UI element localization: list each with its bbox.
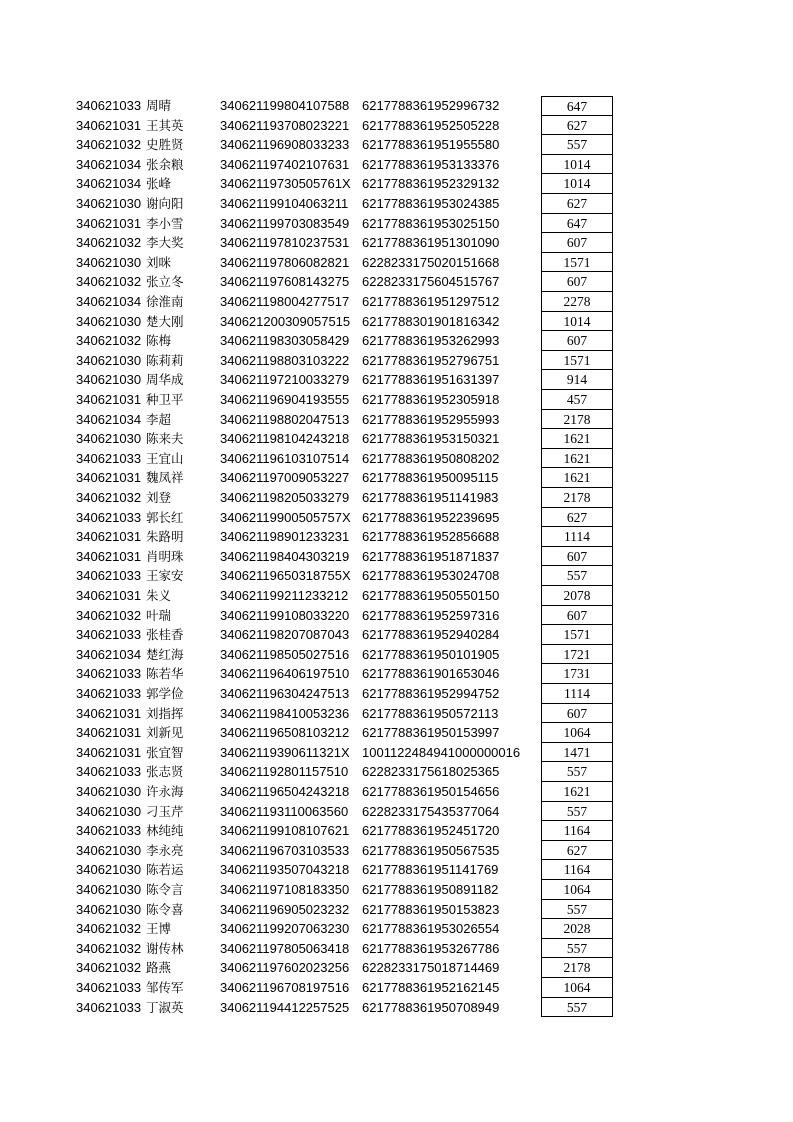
table-row <box>0 527 793 547</box>
household-code-cell: 340621030 <box>76 882 142 897</box>
table-row <box>0 174 793 194</box>
id-number-cell: 340621199804107588 <box>220 98 350 113</box>
amount-cell: 607 <box>541 606 613 626</box>
bank-account-cell: 6217788361950708949 <box>362 999 500 1015</box>
bank-account-cell: 6217788361953024708 <box>362 568 500 584</box>
table-row <box>0 547 793 567</box>
household-code-cell: 340621030 <box>76 803 142 819</box>
amount-cell: 557 <box>541 762 613 782</box>
amount-cell: 2178 <box>541 488 613 508</box>
household-code-cell: 340621030 <box>76 431 142 447</box>
name-cell: 林纯纯 <box>146 823 184 839</box>
name-cell: 陈莉莉 <box>146 352 184 368</box>
bank-account-cell: 6217788361952505228 <box>362 117 500 133</box>
name-cell: 李小雪 <box>146 215 184 231</box>
name-cell: 谢向阳 <box>146 196 184 211</box>
name-cell: 楚红海 <box>146 646 184 662</box>
name-cell: 丁淑英 <box>146 999 184 1015</box>
household-code-cell: 340621030 <box>76 196 142 211</box>
household-code-cell: 340621031 <box>76 392 142 407</box>
household-code-cell: 340621033 <box>76 627 142 643</box>
bank-account-cell: 6217788361951141983 <box>362 490 499 505</box>
name-cell: 王其英 <box>146 117 184 133</box>
table-row <box>0 194 793 214</box>
table-row <box>0 468 793 488</box>
household-code-cell: 340621031 <box>76 470 142 486</box>
amount-cell: 557 <box>541 998 613 1018</box>
table-row <box>0 272 793 292</box>
id-number-cell: 340621196708197516 <box>220 980 350 995</box>
table-row <box>0 449 793 469</box>
amount-cell: 1731 <box>541 664 613 684</box>
name-cell: 周华成 <box>146 372 184 388</box>
bank-account-cell: 6228233175435377064 <box>362 803 500 819</box>
household-code-cell: 340621032 <box>76 235 142 251</box>
name-cell: 刘指挥 <box>146 705 184 721</box>
amount-cell: 914 <box>541 370 613 390</box>
bank-account-cell: 6217788361952597316 <box>362 607 500 623</box>
bank-account-cell: 6217788361950808202 <box>362 450 500 466</box>
table-row <box>0 331 793 351</box>
id-number-cell: 340621197806082821 <box>220 254 350 270</box>
table-row <box>0 606 793 626</box>
table-row <box>0 135 793 155</box>
amount-cell: 2078 <box>541 586 613 606</box>
household-code-cell: 340621030 <box>76 784 142 799</box>
amount-cell: 1621 <box>541 429 613 449</box>
household-code-cell: 340621031 <box>76 529 142 545</box>
id-number-cell: 34062119900505757X <box>220 509 351 525</box>
id-number-cell: 340621194412257525 <box>220 999 350 1015</box>
household-code-cell: 340621030 <box>76 254 142 270</box>
household-code-cell: 340621030 <box>76 862 142 878</box>
bank-account-cell: 6217788361952329132 <box>362 176 500 192</box>
id-number-cell: 340621198803103222 <box>220 352 350 368</box>
id-number-cell: 340621196904193555 <box>220 392 350 407</box>
id-number-cell: 340621197009053227 <box>220 470 350 486</box>
name-cell: 张立冬 <box>146 274 184 290</box>
id-number-cell: 340621196406197510 <box>220 666 350 682</box>
bank-account-cell: 6217788361951141769 <box>362 862 499 878</box>
bank-account-cell: 6217788361953026554 <box>362 921 500 937</box>
name-cell: 刁玉芹 <box>146 803 184 819</box>
amount-cell: 607 <box>541 704 613 724</box>
bank-account-cell: 6217788361952305918 <box>362 392 500 407</box>
table-row <box>0 508 793 528</box>
name-cell: 叶瑞 <box>146 607 172 623</box>
amount-cell: 1164 <box>541 860 613 880</box>
table-row <box>0 488 793 508</box>
household-code-cell: 340621031 <box>76 725 142 741</box>
amount-cell: 2178 <box>541 958 613 978</box>
id-number-cell: 340621192801157510 <box>220 764 349 780</box>
amount-cell: 1621 <box>541 782 613 802</box>
household-code-cell: 340621034 <box>76 176 142 192</box>
bank-account-cell: 6217788361950154656 <box>362 784 500 799</box>
id-number-cell: 340621198404303219 <box>220 548 350 564</box>
id-number-cell: 340621196103107514 <box>220 450 350 466</box>
household-code-cell: 340621033 <box>76 764 142 780</box>
table-row <box>0 919 793 939</box>
bank-account-cell: 6217788361952239695 <box>362 509 500 525</box>
bank-account-cell: 6217788361951955580 <box>362 137 500 153</box>
id-number-cell: 340621193110063560 <box>220 803 349 819</box>
bank-account-cell: 6228233175020151668 <box>362 254 500 270</box>
table-row <box>0 429 793 449</box>
id-number-cell: 34062119730505761X <box>220 176 351 192</box>
name-cell: 陈若华 <box>146 666 184 682</box>
household-code-cell: 340621032 <box>76 960 142 976</box>
name-cell: 路燕 <box>146 960 172 976</box>
id-number-cell: 340621198802047513 <box>220 411 350 427</box>
amount-cell: 1621 <box>541 449 613 469</box>
name-cell: 刘咪 <box>146 254 172 270</box>
bank-account-cell: 6217788361952940284 <box>362 627 500 643</box>
amount-cell: 647 <box>541 214 613 234</box>
table-row <box>0 410 793 430</box>
table-row <box>0 292 793 312</box>
name-cell: 张峰 <box>146 176 172 192</box>
bank-account-cell: 6217788361950095115 <box>362 470 499 486</box>
bank-account-cell: 6217788361953267786 <box>362 940 500 956</box>
id-number-cell: 340621197608143275 <box>220 274 350 290</box>
amount-cell: 1014 <box>541 312 613 332</box>
amount-cell: 1571 <box>541 625 613 645</box>
table-row <box>0 782 793 802</box>
id-number-cell: 340621197210033279 <box>220 372 350 388</box>
bank-account-cell: 6217788361952162145 <box>362 980 500 995</box>
name-cell: 陈梅 <box>146 333 172 349</box>
table-row <box>0 370 793 390</box>
id-number-cell: 340621199108107621 <box>220 823 350 839</box>
name-cell: 王家安 <box>146 568 184 584</box>
amount-cell: 557 <box>541 135 613 155</box>
id-number-cell: 340621193507043218 <box>220 862 350 878</box>
name-cell: 朱义 <box>146 588 172 603</box>
amount-cell: 607 <box>541 233 613 253</box>
name-cell: 周晴 <box>146 98 172 113</box>
id-number-cell: 340621198104243218 <box>220 431 350 447</box>
name-cell: 张余粮 <box>146 156 184 172</box>
amount-cell: 1721 <box>541 645 613 665</box>
name-cell: 王宜山 <box>146 450 184 466</box>
name-cell: 史胜贤 <box>146 137 184 153</box>
name-cell: 肖明珠 <box>146 548 184 564</box>
name-cell: 陈令言 <box>146 882 184 897</box>
household-code-cell: 340621030 <box>76 842 142 858</box>
amount-cell: 2028 <box>541 919 613 939</box>
amount-cell: 627 <box>541 508 613 528</box>
table-row <box>0 116 793 136</box>
name-cell: 郭学俭 <box>146 686 184 701</box>
household-code-cell: 340621034 <box>76 411 142 427</box>
household-code-cell: 340621031 <box>76 744 142 760</box>
amount-cell: 627 <box>541 194 613 214</box>
household-code-cell: 340621033 <box>76 509 142 525</box>
id-number-cell: 340621196703103533 <box>220 842 350 858</box>
name-cell: 刘登 <box>146 490 172 505</box>
amount-cell: 1571 <box>541 253 613 273</box>
name-cell: 李大奖 <box>146 235 184 251</box>
household-code-cell: 340621033 <box>76 823 142 839</box>
household-code-cell: 340621030 <box>76 901 142 917</box>
bank-account-cell: 1001122484941000000016 <box>362 744 521 760</box>
id-number-cell: 340621199211233212 <box>220 588 349 603</box>
name-cell: 李超 <box>146 411 172 427</box>
name-cell: 郭长红 <box>146 509 184 525</box>
name-cell: 种卫平 <box>146 392 184 407</box>
id-number-cell: 340621196304247513 <box>220 686 350 701</box>
name-cell: 刘新见 <box>146 725 184 741</box>
bank-account-cell: 6217788361952994752 <box>362 686 500 701</box>
id-number-cell: 340621198505027516 <box>220 646 350 662</box>
household-code-cell: 340621034 <box>76 646 142 662</box>
name-cell: 谢传林 <box>146 940 184 956</box>
table-row <box>0 704 793 724</box>
id-number-cell: 340621199703083549 <box>220 215 350 231</box>
household-code-cell: 340621032 <box>76 940 142 956</box>
bank-account-cell: 6217788361953025150 <box>362 215 500 231</box>
bank-account-cell: 6217788361950550150 <box>362 588 500 603</box>
household-code-cell: 340621033 <box>76 450 142 466</box>
household-code-cell: 340621033 <box>76 568 142 584</box>
bank-account-cell: 6217788361952796751 <box>362 352 500 368</box>
table-row <box>0 880 793 900</box>
table-row <box>0 233 793 253</box>
bank-account-cell: 6217788361950101905 <box>362 646 500 662</box>
name-cell: 朱路明 <box>146 529 184 545</box>
id-number-cell: 340621199108033220 <box>220 607 350 623</box>
bank-account-cell: 6217788361953133376 <box>362 156 500 172</box>
household-code-cell: 340621033 <box>76 666 142 682</box>
bank-account-cell: 6228233175618025365 <box>362 764 500 780</box>
id-number-cell: 340621196504243218 <box>220 784 350 799</box>
name-cell: 王博 <box>146 921 172 937</box>
bank-account-cell: 6217788361951301090 <box>362 235 500 251</box>
table-row <box>0 762 793 782</box>
table-row <box>0 743 793 763</box>
table-row <box>0 939 793 959</box>
name-cell: 张志贤 <box>146 764 184 780</box>
bank-account-cell: 6228233175018714469 <box>362 960 500 976</box>
name-cell: 楚大刚 <box>146 313 184 329</box>
name-cell: 许永海 <box>146 784 184 799</box>
household-code-cell: 340621031 <box>76 548 142 564</box>
bank-account-cell: 6217788301901816342 <box>362 313 500 329</box>
id-number-cell: 340621200309057515 <box>220 313 351 329</box>
table-row <box>0 900 793 920</box>
table-row <box>0 821 793 841</box>
amount-cell: 2278 <box>541 292 613 312</box>
id-number-cell: 340621198303058429 <box>220 333 350 349</box>
amount-cell: 557 <box>541 900 613 920</box>
id-number-cell: 340621198410053236 <box>220 705 350 721</box>
id-number-cell: 340621198004277517 <box>220 294 350 309</box>
id-number-cell: 340621199207063230 <box>220 921 350 937</box>
bank-account-cell: 6217788361951871837 <box>362 548 500 564</box>
bank-account-cell: 6217788361901653046 <box>362 666 500 682</box>
household-code-cell: 340621031 <box>76 588 142 603</box>
table-row <box>0 664 793 684</box>
amount-cell: 607 <box>541 547 613 567</box>
household-code-cell: 340621032 <box>76 333 142 349</box>
bank-account-cell: 6217788361950572113 <box>362 705 499 721</box>
amount-cell: 627 <box>541 116 613 136</box>
id-number-cell: 340621197402107631 <box>220 156 350 172</box>
table-row <box>0 998 793 1018</box>
bank-account-cell: 6217788361953024385 <box>362 196 500 211</box>
household-code-cell: 340621032 <box>76 490 142 505</box>
table-row <box>0 390 793 410</box>
table-row <box>0 351 793 371</box>
bank-account-cell: 6217788361950153823 <box>362 901 500 917</box>
table-row <box>0 802 793 822</box>
amount-cell: 1064 <box>541 880 613 900</box>
amount-cell: 1014 <box>541 155 613 175</box>
household-code-cell: 340621030 <box>76 313 142 329</box>
name-cell: 陈令喜 <box>146 901 184 917</box>
table-row <box>0 586 793 606</box>
table-row <box>0 958 793 978</box>
bank-account-cell: 6217788361950153997 <box>362 725 500 741</box>
amount-cell: 457 <box>541 390 613 410</box>
id-number-cell: 340621198207087043 <box>220 627 350 643</box>
household-code-cell: 340621031 <box>76 215 142 231</box>
table-row <box>0 645 793 665</box>
id-number-cell: 340621197805063418 <box>220 940 350 956</box>
bank-account-cell: 6217788361952856688 <box>362 529 500 545</box>
name-cell: 张宜智 <box>146 744 184 760</box>
household-code-cell: 340621033 <box>76 999 142 1015</box>
bank-account-cell: 6217788361951297512 <box>362 294 500 309</box>
amount-cell: 1114 <box>541 527 613 547</box>
id-number-cell: 340621193708023221 <box>220 117 350 133</box>
household-code-cell: 340621033 <box>76 980 142 995</box>
amount-cell: 557 <box>541 939 613 959</box>
amount-cell: 627 <box>541 841 613 861</box>
bank-account-cell: 6217788361951631397 <box>362 372 500 388</box>
amount-cell: 1064 <box>541 978 613 998</box>
name-cell: 魏凤祥 <box>146 470 184 486</box>
household-code-cell: 340621031 <box>76 117 142 133</box>
bank-account-cell: 6228233175604515767 <box>362 274 500 290</box>
amount-cell: 1114 <box>541 684 613 704</box>
id-number-cell: 340621199104063211 <box>220 196 349 211</box>
id-number-cell: 340621198205033279 <box>220 490 350 505</box>
table-row <box>0 214 793 234</box>
household-code-cell: 340621032 <box>76 921 142 937</box>
amount-cell: 557 <box>541 566 613 586</box>
bank-account-cell: 6217788361950567535 <box>362 842 500 858</box>
table-row <box>0 684 793 704</box>
bank-account-cell: 6217788361950891182 <box>362 882 499 897</box>
id-number-cell: 340621197810237531 <box>220 235 350 251</box>
table-row <box>0 723 793 743</box>
bank-account-cell: 6217788361952451720 <box>362 823 500 839</box>
name-cell: 邹传军 <box>146 980 184 995</box>
amount-cell: 607 <box>541 331 613 351</box>
bank-account-cell: 6217788361952955993 <box>362 411 500 427</box>
id-number-cell: 340621198901233231 <box>220 529 350 545</box>
bank-account-cell: 6217788361953262993 <box>362 333 500 349</box>
id-number-cell: 340621196905023232 <box>220 901 350 917</box>
household-code-cell: 340621030 <box>76 372 142 388</box>
id-number-cell: 340621196508103212 <box>220 725 350 741</box>
amount-cell: 647 <box>541 96 613 116</box>
name-cell: 李永亮 <box>146 842 184 858</box>
household-code-cell: 340621033 <box>76 686 142 701</box>
name-cell: 张桂香 <box>146 627 184 643</box>
id-number-cell: 34062119390611321X <box>220 744 350 760</box>
amount-cell: 1471 <box>541 743 613 763</box>
amount-cell: 1014 <box>541 174 613 194</box>
household-code-cell: 340621034 <box>76 156 142 172</box>
table-row <box>0 253 793 273</box>
household-code-cell: 340621034 <box>76 294 142 309</box>
household-code-cell: 340621032 <box>76 607 142 623</box>
id-number-cell: 34062119650318755X <box>220 568 351 584</box>
household-code-cell: 340621032 <box>76 274 142 290</box>
table-row <box>0 625 793 645</box>
bank-account-cell: 6217788361953150321 <box>362 431 500 447</box>
table-row <box>0 841 793 861</box>
table-row <box>0 155 793 175</box>
amount-cell: 557 <box>541 802 613 822</box>
amount-cell: 1164 <box>541 821 613 841</box>
household-code-cell: 340621031 <box>76 705 142 721</box>
household-code-cell: 340621033 <box>76 98 142 113</box>
id-number-cell: 340621197108183350 <box>220 882 350 897</box>
id-number-cell: 340621197602023256 <box>220 960 350 976</box>
amount-cell: 1571 <box>541 351 613 371</box>
table-row <box>0 978 793 998</box>
amount-cell: 607 <box>541 272 613 292</box>
amount-cell: 1621 <box>541 468 613 488</box>
table-row <box>0 860 793 880</box>
amount-cell: 1064 <box>541 723 613 743</box>
name-cell: 徐淮南 <box>146 294 184 309</box>
bank-account-cell: 6217788361952996732 <box>362 98 500 113</box>
household-code-cell: 340621030 <box>76 352 142 368</box>
name-cell: 陈若运 <box>146 862 184 878</box>
table-row <box>0 312 793 332</box>
table-row <box>0 566 793 586</box>
household-code-cell: 340621032 <box>76 137 142 153</box>
id-number-cell: 340621196908033233 <box>220 137 350 153</box>
table-row <box>0 96 793 116</box>
amount-cell: 2178 <box>541 410 613 430</box>
name-cell: 陈来夫 <box>146 431 184 447</box>
